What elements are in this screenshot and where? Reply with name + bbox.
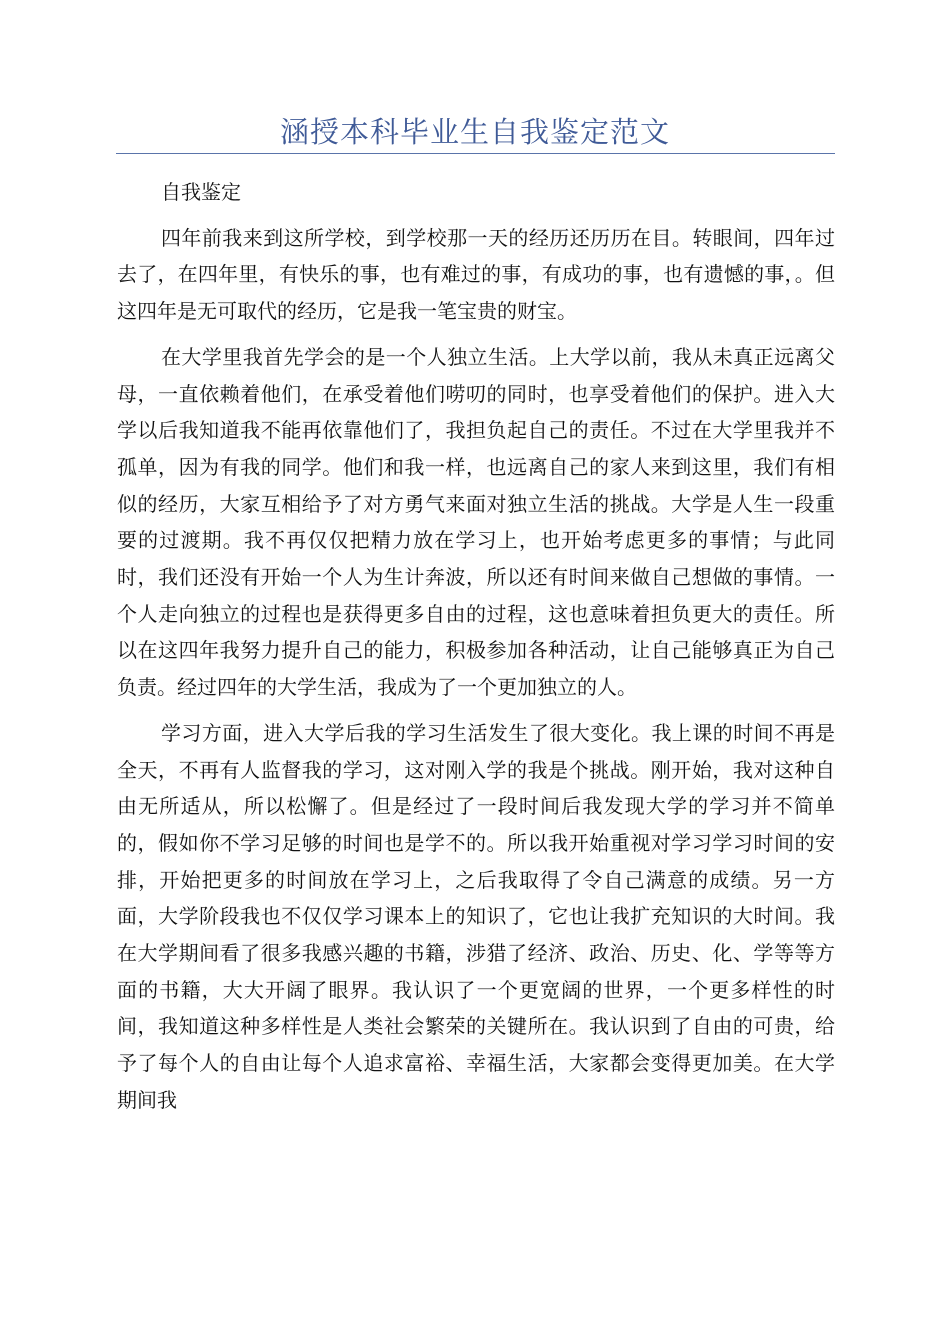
paragraph: 学习方面，进入大学后我的学习生活发生了很大变化。我上课的时间不再是全天，不再有人监督我的学习，这对刚入学的我是个挑战。刚开始，我对这种自由无所适从，所以松懈了。但是经过了一段时间后我发现大学的学习并不简单的，假如你不学习足够的时间也是学不的。所以我开始重视对学习学习时间的安排，开始把更多的时间放在学习上，之后我取得了令自己满意的成绩。另一方面，大学阶段我也不仅仅学习课本上的知识了，它也让我扩充知识的大时间。我在大学期间看了很多我感兴趣的书籍，涉猎了经济、政治、历史、化、学等等方面的书籍，大大开阔了眼界。我认识了一个更宽阔的世界，一个更多样性的时间，我知道这种多样性是人类社会繁荣的关键所在。我认识到了自由的可贵，给予了每个人的自由让每个人追求富裕、幸福生活，大家都会变得更加美。在大学期间我 [117,720,835,1112]
document-title: 涵授本科毕业生自我鉴定范文 [279,115,670,149]
section-heading: 自我鉴定 [161,180,241,204]
paragraph: 四年前我来到这所学校，到学校那一天的经历还历历在目。转眼间，四年过去了，在四年里，有快乐的事，也有难过的事，有成功的事，也有遗憾的事，。但这四年是无可取代的经历，它是我一笔宝贵的财宝。 [117,225,835,324]
title-underline [116,153,835,154]
document-body [117,174,835,1128]
paragraph: 在大学里我首先学会的是一个人独立生活。上大学以前，我从未真正远离父母，一直依赖着他们，在承受着他们唠叨的同时，也享受着他们的保护。进入大学以后我知道我不能再依靠他们了，我担负起自己的责任。不过在大学里我并不孤单，因为有我的同学。他们和我一样，也远离自己的家人来到这里，我们有相似的经历，大家互相给予了对方勇气来面对独立生活的挑战。大学是人生一段重要的过渡期。我不再仅仅把精力放在学习上，也开始考虑更多的事情；与此同时，我们还没有开始一个人为生计奔波，所以还有时间来做自己想做的事情。一个人走向独立的过程也是获得更多自由的过程，这也意味着担负更大的责任。所以在这四年我努力提升自己的能力，积极参加各种活动，让自己能够真正为自己负责。经过四年的大学生活，我成为了一个更加独立的人。 [117,344,835,700]
